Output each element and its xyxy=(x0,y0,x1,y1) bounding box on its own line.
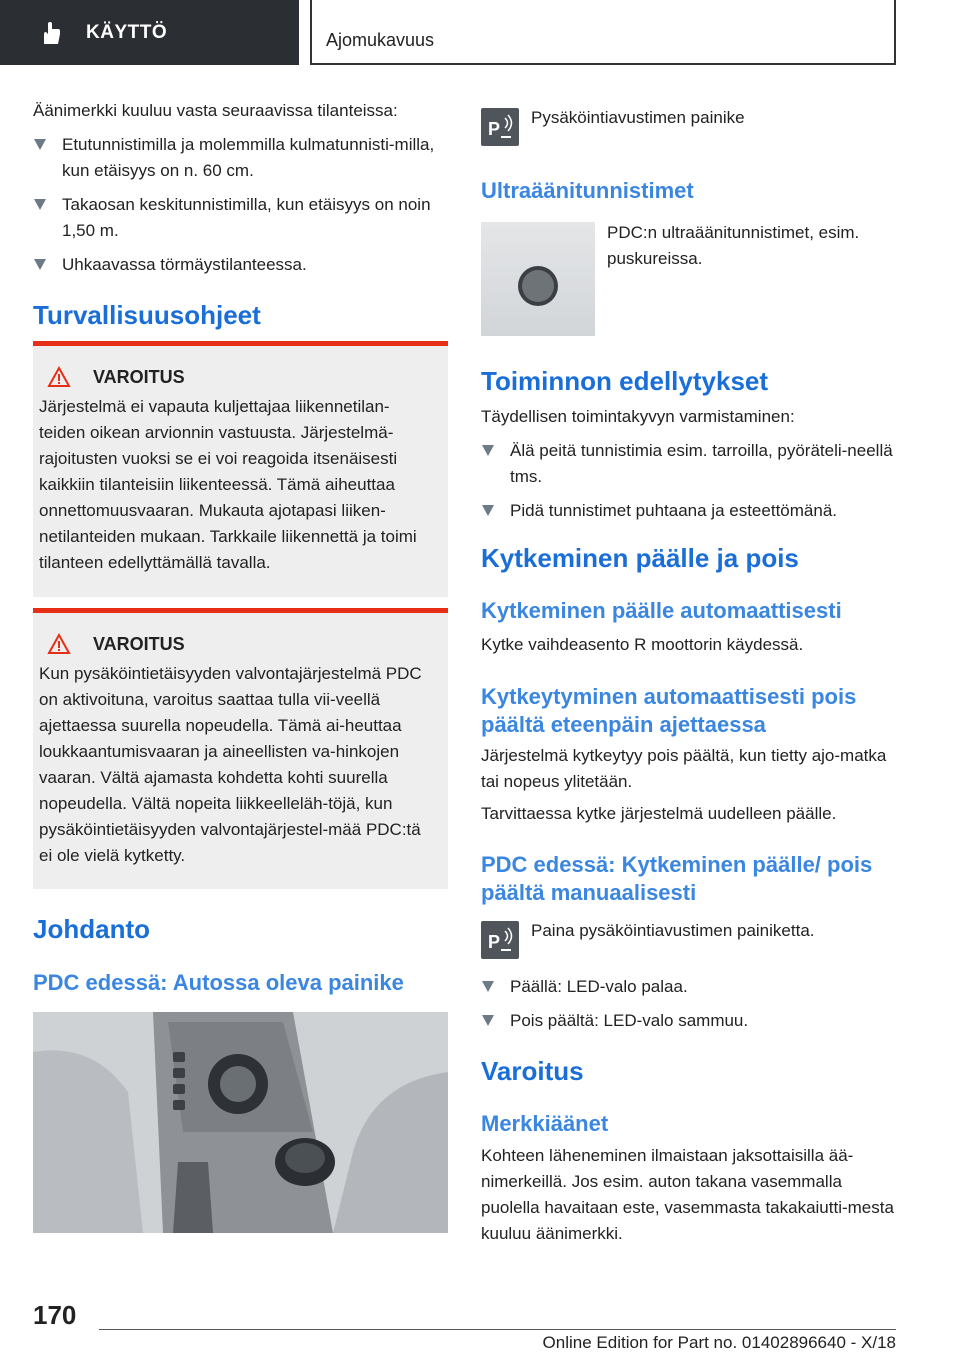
console-illustration xyxy=(33,1012,448,1233)
triangle-bullet-icon xyxy=(482,505,494,516)
list-item: Etutunnistimilla ja molemmilla kulmatunnisti-milla, kun etäisyys on n. 60 cm. xyxy=(33,132,448,184)
auto-off-text-1: Järjestelmä kytkeytyy pois päältä, kun tietty ajo-matka tai nopeus ylitetään. xyxy=(481,746,887,791)
triangle-bullet-icon xyxy=(34,259,46,270)
button-heading: PDC edessä: Autossa oleva painike xyxy=(33,970,404,995)
requirements-list xyxy=(481,438,896,524)
requirements-block xyxy=(481,404,896,524)
parking-assist-button-icon xyxy=(481,921,519,959)
svg-text:P: P xyxy=(488,932,501,952)
manual-caption-row xyxy=(481,921,815,959)
onoff-heading: Kytkeminen päälle ja pois xyxy=(481,543,799,573)
manual-list xyxy=(481,974,896,1034)
intro-text: Äänimerkki kuuluu vasta seuraavissa tilanteissa: xyxy=(33,101,398,120)
intro-list xyxy=(33,132,448,278)
button-caption: Pysäköintiavustimen painike xyxy=(531,108,745,127)
list-item: Uhkaavassa törmäystilanteessa. xyxy=(33,252,448,278)
section-tab xyxy=(0,0,299,65)
warning-text: Järjestelmä ei vapauta kuljettajaa liikennetilan-teiden oikean arvionnin vastuusta. Järjestelmä-rajoitusten vuoksi se ei voi reagoida itsenäisesti kaikkiin tilanteisiin liikenteessä. Tämä aiheuttaa onnettomuusvaaran. Mukauta ajotapasi liiken-netilanteiden mukaan. Tarkkaile liikennettä ja toimi tilanteen edellyttämällä tavalla. xyxy=(39,397,417,572)
header-right-edge xyxy=(894,0,896,65)
warning-triangle-icon xyxy=(47,366,71,388)
sensor-photo xyxy=(481,222,595,336)
warning-label: VAROITUS xyxy=(93,633,185,654)
safety-heading: Turvallisuusohjeet xyxy=(33,300,261,330)
footer-rule xyxy=(99,1329,896,1330)
warning-box-1 xyxy=(33,341,448,597)
requirements-intro: Täydellisen toimintakyvyn varmistaminen: xyxy=(481,407,795,426)
warning-label: VAROITUS xyxy=(93,366,185,387)
sensors-text: PDC:n ultraäänitunnistimet, esim. puskureissa. xyxy=(607,223,860,268)
intro-heading: Johdanto xyxy=(33,914,150,944)
triangle-bullet-icon xyxy=(482,1015,494,1026)
warning-text: Kun pysäköintietäisyyden valvontajärjestelmä PDC on aktivoituna, varoitus saattaa tulla vii-veellä ajettaessa suurella nopeudella. Tämä ai-heuttaa loukkaantumisvaaran ja aineellisten va-hinkojen vaaran. Vältä ajamasta kohdetta kohti suurella nopeudella. Vältä nopeita liikkeelleläh-töjä, kun pysäköintietäisyyden valvontajärjestel-mää PDC:tä ei ole vielä kytketty. xyxy=(39,664,422,865)
triangle-bullet-icon xyxy=(482,981,494,992)
triangle-bullet-icon xyxy=(34,139,46,150)
requirements-heading: Toiminnon edellytykset xyxy=(481,366,769,396)
auto-off-text-2: Tarvittaessa kytke järjestelmä uudelleen päälle. xyxy=(481,804,837,823)
warning-box-2 xyxy=(33,608,448,889)
list-item: Pois päältä: LED-valo sammuu. xyxy=(481,1008,896,1034)
parking-assist-button-icon xyxy=(481,108,519,146)
intro-block xyxy=(33,98,448,278)
page-number: 170 xyxy=(33,1300,77,1330)
header-divider xyxy=(310,0,312,65)
list-item: Takaosan keskitunnistimilla, kun etäisyys on noin 1,50 m. xyxy=(33,192,448,244)
signals-heading: Merkkiäänet xyxy=(481,1111,609,1136)
auto-on-text: Kytke vaihdeasento R moottorin käydessä. xyxy=(481,635,804,654)
list-item: Pidä tunnistimet puhtaana ja esteettömänä. xyxy=(481,498,896,524)
sensors-heading: Ultraäänitunnistimet xyxy=(481,178,694,203)
warning-triangle-icon xyxy=(47,633,71,655)
auto-on-heading: Kytkeminen päälle automaattisesti xyxy=(481,598,842,623)
warning-title xyxy=(47,633,434,655)
pointing-hand-icon xyxy=(38,20,66,48)
center-console-photo xyxy=(33,1012,448,1233)
header-underline xyxy=(310,63,896,65)
svg-text:P: P xyxy=(488,119,501,139)
button-caption-row xyxy=(481,108,745,146)
manual-caption: Paina pysäköintiavustimen painiketta. xyxy=(531,921,815,940)
list-item: Päällä: LED-valo palaa. xyxy=(481,974,896,1000)
warning-heading: Varoitus xyxy=(481,1056,584,1086)
auto-off-heading: Kytkeytyminen automaattisesti pois päältä eteenpäin ajettaessa xyxy=(481,684,857,737)
edition-note: Online Edition for Part no. 01402896640 - X/18 xyxy=(542,1333,896,1352)
ultrasonic-sensor-icon xyxy=(481,222,595,336)
signals-text: Kohteen läheneminen ilmaistaan jaksottaisilla ää-nimerkeillä. Jos esim. auton takana vasemmalla puolella havaitaan este, vasemmasta takakaiutti-mesta kuuluu äänimerkki. xyxy=(481,1146,894,1243)
list-item: Älä peitä tunnistimia esim. tarroilla, pyöräteli-neellä tms. xyxy=(481,438,896,490)
section-label: KÄYTTÖ xyxy=(86,22,168,43)
chapter-title: Ajomukavuus xyxy=(326,30,435,50)
triangle-bullet-icon xyxy=(482,445,494,456)
manual-heading: PDC edessä: Kytkeminen päälle/ pois päältä manuaalisesti xyxy=(481,852,873,905)
triangle-bullet-icon xyxy=(34,199,46,210)
warning-title xyxy=(47,366,434,388)
